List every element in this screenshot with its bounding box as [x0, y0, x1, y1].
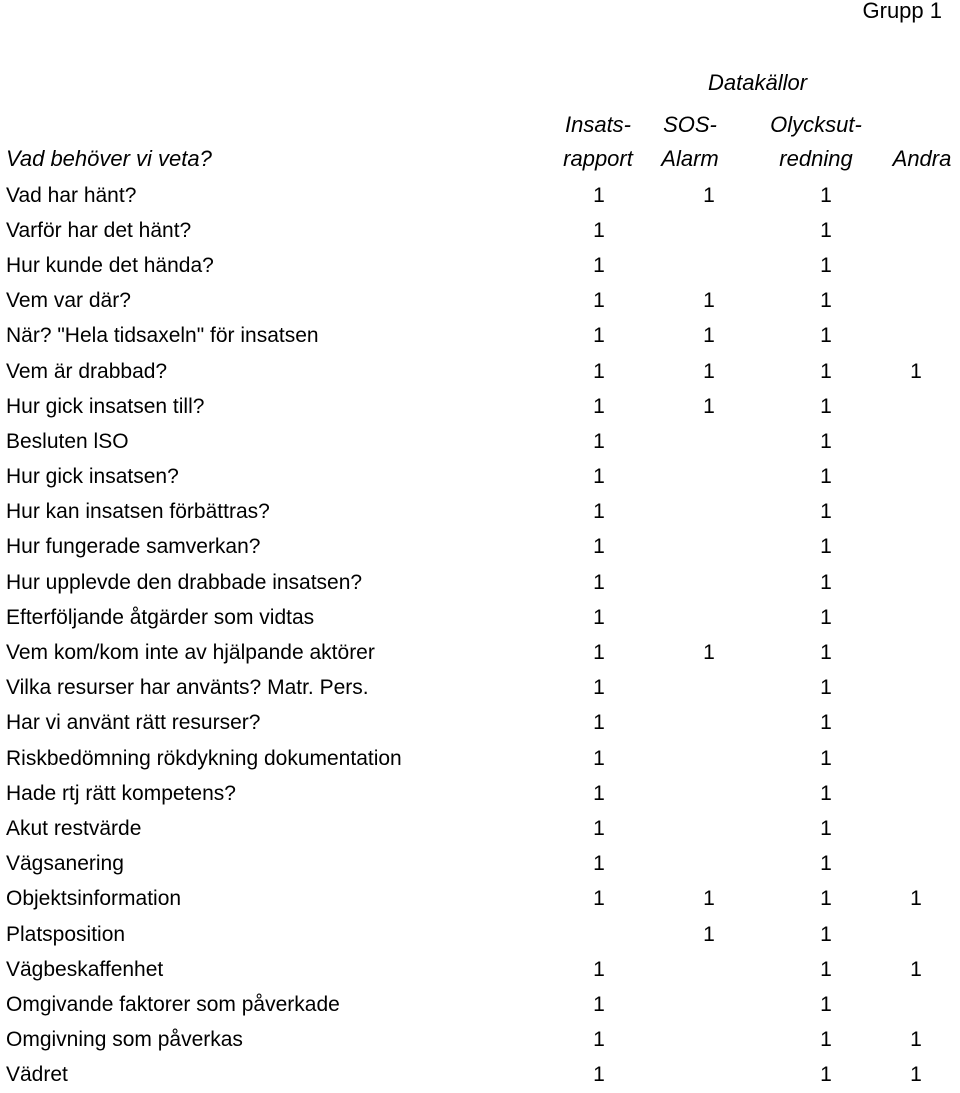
- cell-olycksutredning: 1: [820, 711, 832, 735]
- table-row: [0, 917, 960, 952]
- cell-andra: [872, 530, 960, 565]
- cell-insatsrapport: 1: [593, 641, 605, 665]
- table-row: [0, 811, 960, 846]
- column-header-andra: [862, 108, 960, 176]
- cell-olycksutredning: 1: [820, 781, 832, 805]
- cell-andra: [872, 706, 960, 741]
- cell-sos-alarm: [638, 952, 780, 987]
- cell-sos-alarm: [638, 987, 780, 1022]
- cell-sos-alarm: 1: [703, 324, 715, 348]
- column-header-line2: rapport: [563, 146, 633, 171]
- table-row: [0, 389, 960, 424]
- cell-insatsrapport: 1: [593, 570, 605, 594]
- row-question: Hur gick insatsen till?: [6, 394, 205, 418]
- cell-sos-alarm: [638, 565, 780, 600]
- row-question: Vilka resurser har använts? Matr. Pers.: [6, 676, 369, 700]
- row-question: Hur upplevde den drabbade insatsen?: [6, 570, 363, 594]
- cell-insatsrapport: 1: [593, 324, 605, 348]
- cell-insatsrapport: 1: [593, 957, 605, 981]
- cell-andra: [872, 424, 960, 459]
- cell-olycksutredning: 1: [820, 922, 832, 946]
- cell-olycksutredning: 1: [820, 1028, 832, 1052]
- table-row: [0, 460, 960, 495]
- table-row: [0, 847, 960, 882]
- cell-insatsrapport: 1: [593, 605, 605, 629]
- cell-olycksutredning: 1: [820, 641, 832, 665]
- cell-olycksutredning: 1: [820, 676, 832, 700]
- cell-sos-alarm: [638, 530, 780, 565]
- column-header-line1: [862, 108, 960, 142]
- cell-andra: [872, 917, 960, 952]
- cell-insatsrapport: 1: [593, 746, 605, 770]
- column-header-sos-alarm: [630, 108, 750, 176]
- cell-insatsrapport: 1: [593, 887, 605, 911]
- column-header-line1: Insats-: [564, 112, 632, 137]
- row-question: Vägbeskaffenhet: [6, 957, 164, 981]
- cell-olycksutredning: 1: [820, 218, 832, 242]
- table-row: [0, 706, 960, 741]
- cell-insatsrapport: 1: [593, 816, 605, 840]
- row-question: Platsposition: [6, 922, 126, 946]
- cell-insatsrapport: 1: [593, 465, 605, 489]
- table-row: [0, 530, 960, 565]
- cell-sos-alarm: 1: [703, 922, 715, 946]
- column-header-line2: Alarm: [661, 146, 719, 171]
- cell-sos-alarm: [638, 460, 780, 495]
- cell-insatsrapport: 1: [593, 218, 605, 242]
- table-row: [0, 952, 960, 987]
- row-question: Hur fungerade samverkan?: [6, 535, 261, 559]
- cell-insatsrapport: 1: [593, 253, 605, 277]
- table-row: [0, 495, 960, 530]
- cell-olycksutredning: 1: [820, 1063, 832, 1087]
- cell-sos-alarm: 1: [703, 887, 715, 911]
- cell-olycksutredning: 1: [820, 359, 832, 383]
- cell-olycksutredning: 1: [820, 887, 832, 911]
- cell-olycksutredning: 1: [820, 500, 832, 524]
- cell-olycksutredning: 1: [820, 746, 832, 770]
- cell-andra: 1: [910, 1063, 922, 1087]
- cell-andra: [872, 319, 960, 354]
- cell-sos-alarm: 1: [703, 394, 715, 418]
- cell-olycksutredning: 1: [820, 535, 832, 559]
- row-question: Har vi använt rätt resurser?: [6, 711, 261, 735]
- cell-andra: [872, 213, 960, 248]
- cell-insatsrapport: 1: [593, 1028, 605, 1052]
- cell-andra: 1: [910, 887, 922, 911]
- cell-sos-alarm: 1: [703, 641, 715, 665]
- cell-insatsrapport: 1: [593, 500, 605, 524]
- row-question: Omgivning som påverkas: [6, 1028, 243, 1052]
- table-row: [0, 671, 960, 706]
- cell-insatsrapport: 1: [593, 394, 605, 418]
- cell-sos-alarm: [638, 213, 780, 248]
- cell-olycksutredning: 1: [820, 465, 832, 489]
- table-row: [0, 987, 960, 1022]
- cell-olycksutredning: 1: [820, 289, 832, 313]
- cell-insatsrapport: 1: [593, 781, 605, 805]
- cell-sos-alarm: 1: [703, 359, 715, 383]
- cell-sos-alarm: [638, 248, 780, 283]
- cell-olycksutredning: 1: [820, 570, 832, 594]
- table-row: [0, 741, 960, 776]
- cell-olycksutredning: 1: [820, 324, 832, 348]
- table-row: [0, 424, 960, 459]
- row-question: Efterföljande åtgärder som vidtas: [6, 605, 315, 629]
- column-header-line2: Andra: [892, 146, 952, 171]
- cell-andra: [872, 811, 960, 846]
- cell-insatsrapport: 1: [593, 852, 605, 876]
- row-question: Hur kunde det hända?: [6, 253, 214, 277]
- row-question: Akut restvärde: [6, 816, 142, 840]
- row-question: Vem kom/kom inte av hjälpande aktörer: [6, 641, 375, 665]
- row-question: Vägsanering: [6, 852, 124, 876]
- cell-sos-alarm: [638, 600, 780, 635]
- row-question: När? "Hela tidsaxeln" för insatsen: [6, 324, 319, 348]
- table-row: [0, 213, 960, 248]
- table-row: [0, 600, 960, 635]
- row-question: Vädret: [6, 1063, 68, 1087]
- cell-insatsrapport: 1: [593, 535, 605, 559]
- row-question: Vem var där?: [6, 289, 131, 313]
- cell-olycksutredning: 1: [820, 394, 832, 418]
- cell-andra: [872, 248, 960, 283]
- cell-sos-alarm: [638, 706, 780, 741]
- cell-insatsrapport: 1: [593, 429, 605, 453]
- cell-andra: 1: [910, 1028, 922, 1052]
- column-header-line2: redning: [779, 146, 853, 171]
- table-row: [0, 635, 960, 670]
- cell-insatsrapport: 1: [593, 676, 605, 700]
- cell-sos-alarm: [638, 847, 780, 882]
- cell-andra: [872, 178, 960, 213]
- table-row: [0, 319, 960, 354]
- row-question: Hur gick insatsen?: [6, 465, 179, 489]
- cell-sos-alarm: 1: [703, 289, 715, 313]
- cell-andra: [872, 495, 960, 530]
- table-row: [0, 248, 960, 283]
- cell-insatsrapport: 1: [593, 359, 605, 383]
- cell-insatsrapport: 1: [593, 1063, 605, 1087]
- cell-olycksutredning: 1: [820, 429, 832, 453]
- cell-andra: [872, 565, 960, 600]
- row-question: Vem är drabbad?: [6, 359, 168, 383]
- question-column-header: Vad behöver vi veta?: [6, 146, 212, 171]
- row-question: Vad har hänt?: [6, 183, 137, 207]
- row-question: Varför har det hänt?: [6, 218, 192, 242]
- cell-olycksutredning: 1: [820, 605, 832, 629]
- cell-sos-alarm: [638, 776, 780, 811]
- cell-andra: [872, 987, 960, 1022]
- row-question: Hur kan insatsen förbättras?: [6, 500, 270, 524]
- cell-olycksutredning: 1: [820, 183, 832, 207]
- row-question: Hade rtj rätt kompetens?: [6, 781, 236, 805]
- cell-andra: [872, 635, 960, 670]
- cell-andra: [872, 741, 960, 776]
- cell-insatsrapport: 1: [593, 183, 605, 207]
- cell-andra: 1: [910, 957, 922, 981]
- column-header-olycksutredning: [756, 108, 876, 176]
- row-question: Omgivande faktorer som påverkade: [6, 992, 340, 1016]
- cell-andra: [872, 284, 960, 319]
- column-header-line1: SOS-: [663, 112, 717, 137]
- cell-olycksutredning: 1: [820, 992, 832, 1016]
- table-row: [0, 1023, 960, 1058]
- cell-sos-alarm: 1: [703, 183, 715, 207]
- cell-olycksutredning: 1: [820, 957, 832, 981]
- table-row: [0, 565, 960, 600]
- cell-sos-alarm: [638, 811, 780, 846]
- cell-sos-alarm: [638, 671, 780, 706]
- cell-sos-alarm: [638, 424, 780, 459]
- cell-andra: [872, 389, 960, 424]
- cell-andra: 1: [910, 359, 922, 383]
- table-row: [0, 776, 960, 811]
- table-row: [0, 284, 960, 319]
- row-question: Besluten lSO: [6, 429, 129, 453]
- data-sources-table: [0, 178, 960, 1093]
- cell-olycksutredning: 1: [820, 816, 832, 840]
- table-row: [0, 882, 960, 917]
- cell-insatsrapport: 1: [593, 711, 605, 735]
- cell-insatsrapport: 1: [593, 992, 605, 1016]
- cell-andra: [872, 600, 960, 635]
- table-row: [0, 1058, 960, 1093]
- table-row: [0, 354, 960, 389]
- cell-andra: [872, 776, 960, 811]
- cell-insatsrapport: [560, 917, 638, 952]
- sources-title: Datakällor: [708, 70, 808, 95]
- cell-sos-alarm: [638, 495, 780, 530]
- row-question: Riskbedömning rökdykning dokumentation: [6, 746, 402, 770]
- cell-andra: [872, 847, 960, 882]
- cell-olycksutredning: 1: [820, 852, 832, 876]
- cell-andra: [872, 460, 960, 495]
- cell-olycksutredning: 1: [820, 253, 832, 277]
- table-row: [0, 178, 960, 213]
- column-header-line1: Olycksut-: [770, 112, 862, 137]
- cell-sos-alarm: [638, 1058, 780, 1093]
- cell-andra: [872, 671, 960, 706]
- group-title: Grupp 1: [862, 0, 942, 23]
- cell-sos-alarm: [638, 741, 780, 776]
- row-question: Objektsinformation: [6, 887, 182, 911]
- cell-insatsrapport: 1: [593, 289, 605, 313]
- cell-sos-alarm: [638, 1023, 780, 1058]
